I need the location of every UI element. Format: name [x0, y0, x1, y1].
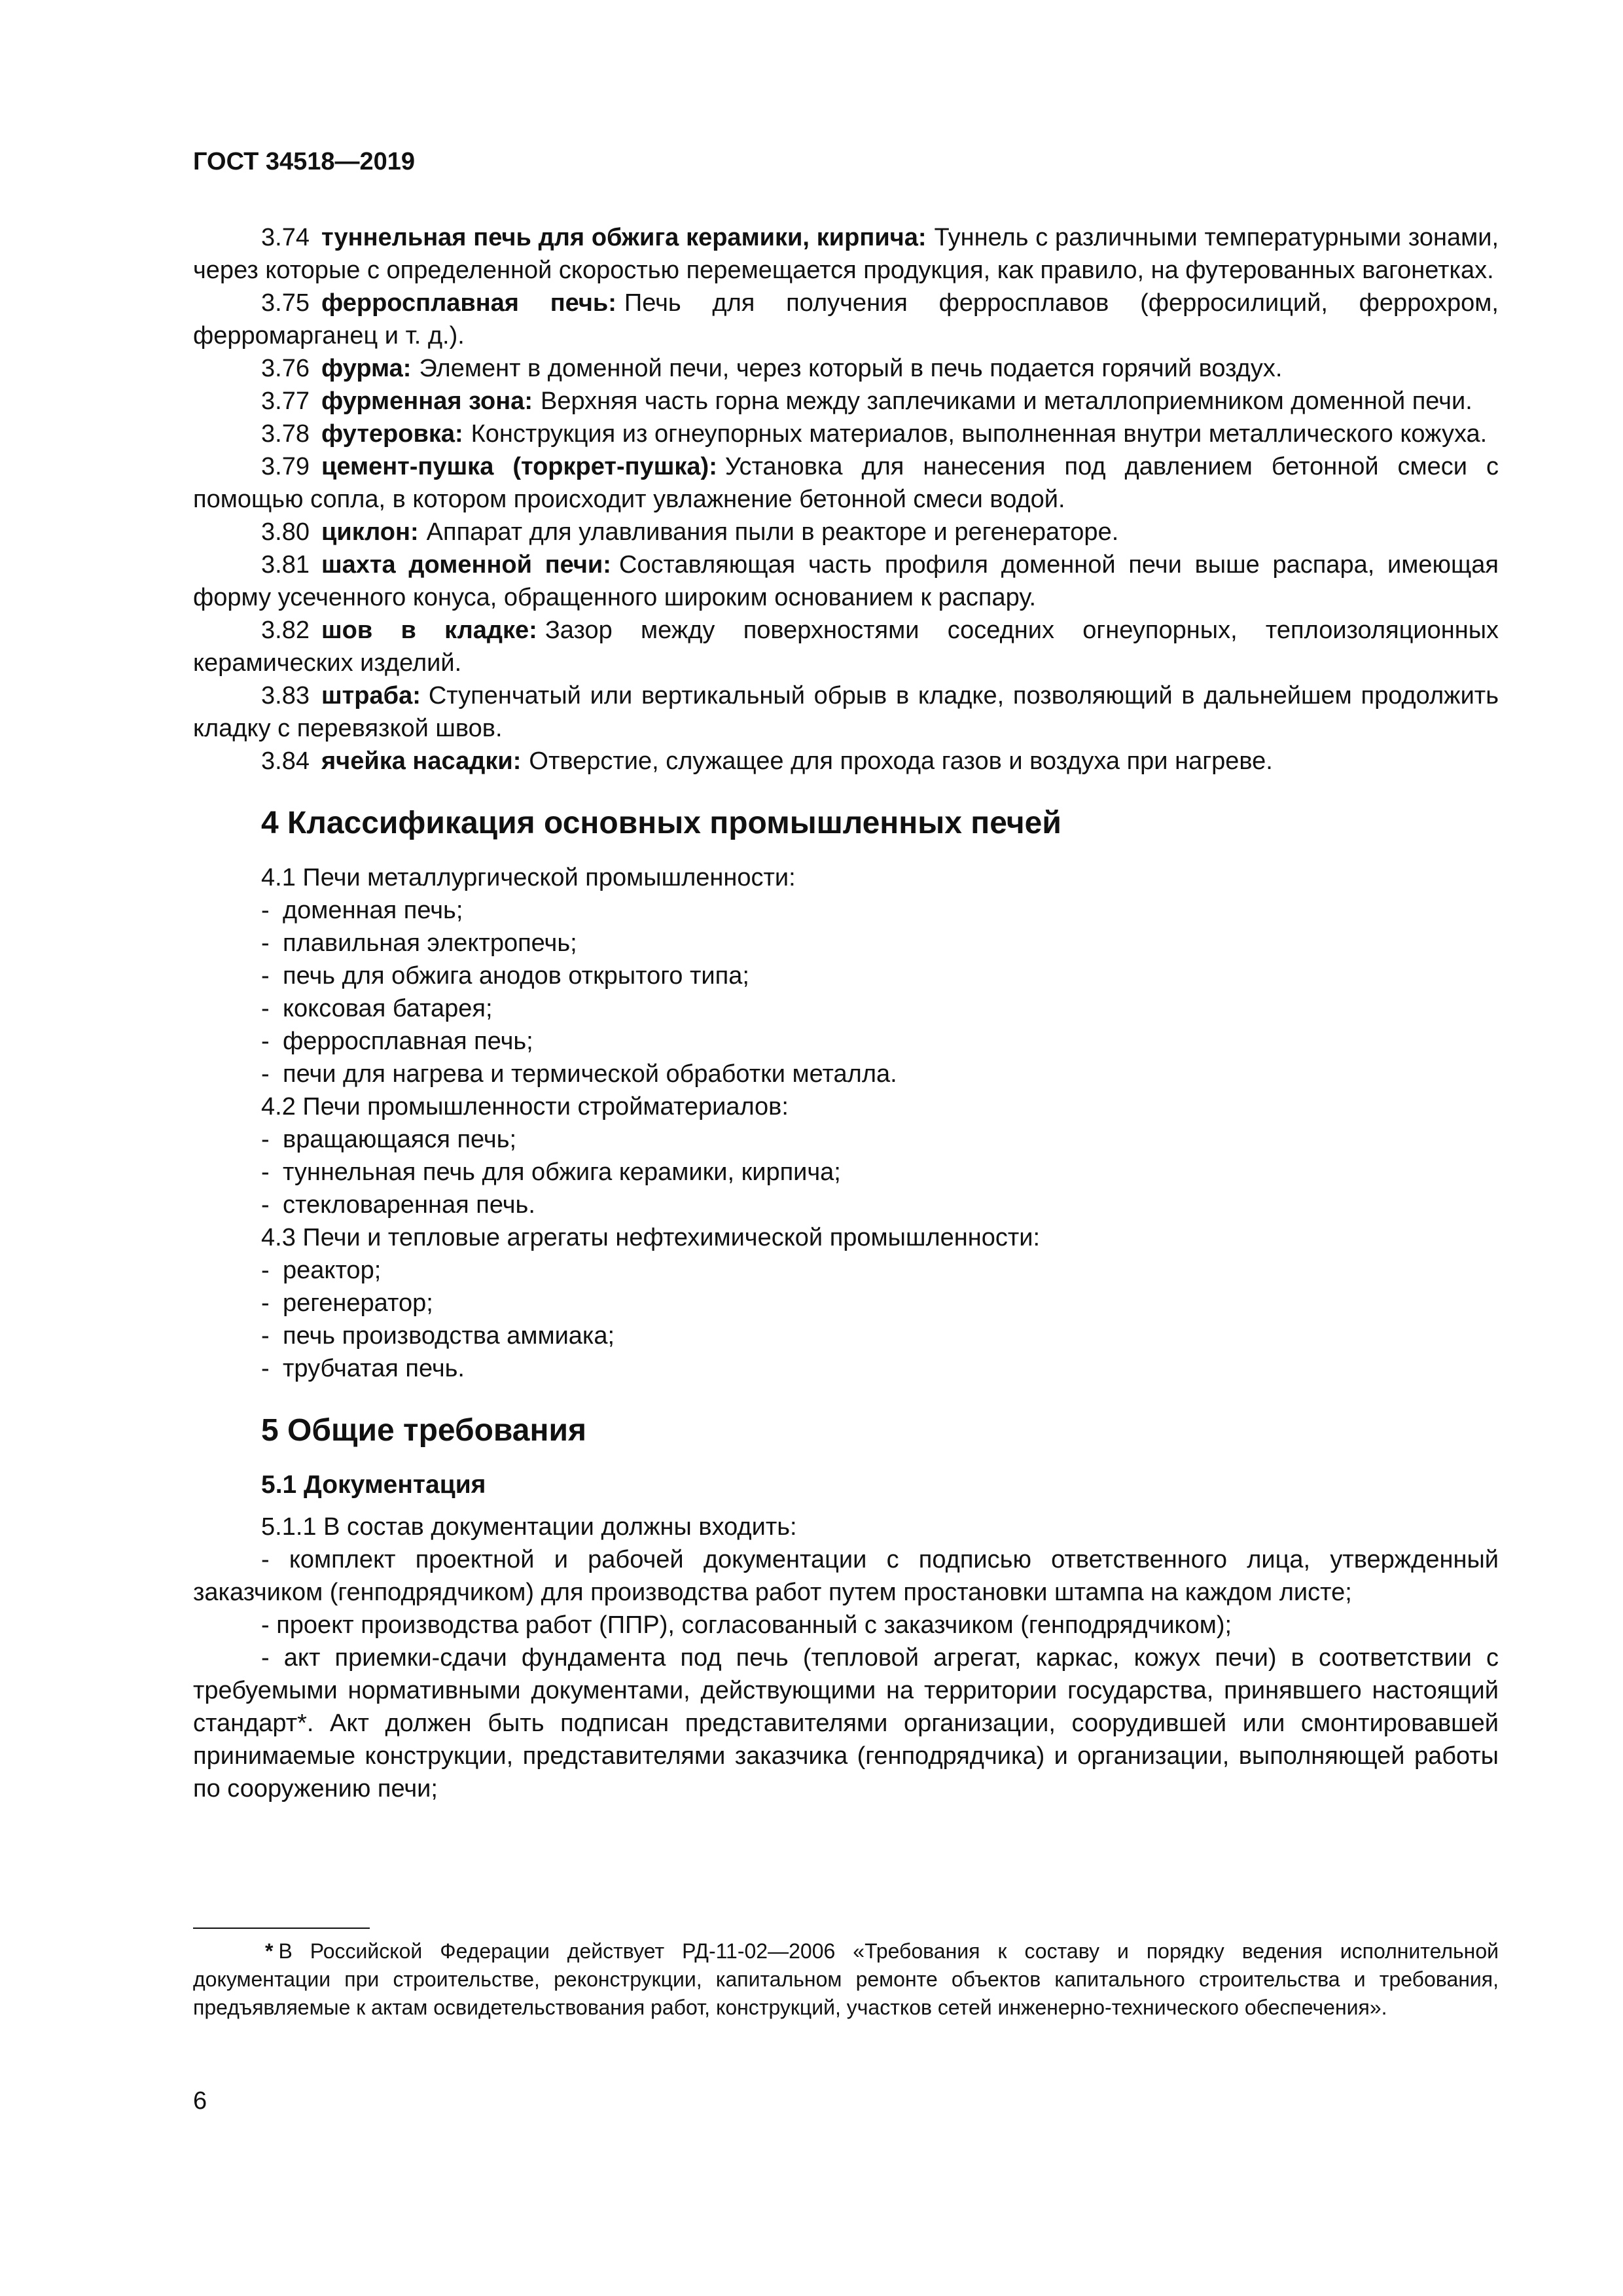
classification-item: [261, 1025, 1499, 1058]
term-name: цемент-пушка (торкрет-пушка):: [321, 453, 717, 480]
term-definition: Туннель с различными температурными зонами, через которые с определенной скоростью перемещается продукция, как правило, на футерованных вагонетках.: [193, 224, 1499, 284]
list-dash: -: [261, 1060, 270, 1088]
term-number: 3.81: [261, 551, 310, 579]
term-definition: Установка для нанесения под давлением бетонной смеси с помощью сопла, в котором происходит увлажнение бетонной смеси водой.: [193, 453, 1499, 513]
classification-item: [261, 1123, 1499, 1156]
term-name: фурменная зона:: [321, 387, 533, 415]
term-definition: Аппарат для улавливания пыли в реакторе и регенераторе.: [426, 518, 1119, 546]
list-dash: -: [261, 897, 270, 924]
term-number: 3.80: [261, 518, 310, 546]
term-name: ферросплавная печь:: [321, 289, 616, 317]
footnote-marker: *: [265, 1939, 274, 1963]
term-name: ячейка насадки:: [321, 747, 522, 775]
classification-item-text: печь для обжига анодов открытого типа;: [283, 962, 749, 990]
term-definition: Составляющая часть профиля доменной печи выше распара, имеющая форму усеченного конуса, обращенного широким основанием к распару.: [193, 551, 1499, 611]
list-dash: -: [261, 1289, 270, 1317]
term-definition: Печь для получения ферросплавов (ферросилиций, феррохром, ферромарганец и т. д.).: [193, 289, 1499, 350]
classification-item-text: ферросплавная печь;: [283, 1028, 533, 1055]
term-entry: [193, 745, 1499, 778]
page-number: 6: [193, 2087, 207, 2115]
term-number: 3.76: [261, 355, 310, 382]
term-name: циклон:: [321, 518, 419, 546]
term-definition: Зазор между поверхностями соседних огнеупорных, теплоизоляционных керамических изделий.: [193, 617, 1499, 677]
term-entry: [193, 352, 1499, 385]
classification-item: [261, 992, 1499, 1025]
documentation-item: - комплект проектной и рабочей документации с подписью ответственного лица, утвержденный заказчиком (генподрядчиком) для производства работ путем простановки штампа на каждом листе;: [193, 1546, 1499, 1606]
term-number: 3.74: [261, 224, 310, 251]
classification-item: [261, 1156, 1499, 1189]
subsection-5-1-title: 5.1 Документация: [261, 1471, 486, 1499]
classification-group-heading: 4.2 Печи промышленности стройматериалов:: [261, 1093, 789, 1121]
documentation-item: - акт приемки-сдачи фундамента под печь (тепловой агрегат, каркас, кожух печи) в соответствии с требуемыми нормативными документами, действующими на территории государства, принявшего настоящий стандарт*. Акт должен быть подписан представителями организации, соорудившей или смонтировавшей принимаемые конструкции, представителями заказчика (генподрядчика) и организации, выполняющей работы по сооружению печи;: [193, 1644, 1499, 1803]
list-dash: -: [261, 1191, 270, 1219]
term-name: штраба:: [321, 682, 421, 709]
term-name: туннельная печь для обжига керамики, кирпича:: [321, 224, 927, 251]
list-dash: -: [261, 1126, 270, 1153]
footnote-separator: [193, 1928, 370, 1929]
term-entry: [193, 614, 1499, 679]
term-entry: [193, 221, 1499, 287]
list-dash: -: [261, 1257, 270, 1284]
term-definition: Конструкция из огнеупорных материалов, выполненная внутри металлического кожуха.: [471, 420, 1488, 448]
term-entry: [193, 287, 1499, 352]
documentation-item: - проект производства работ (ППР), согласованный с заказчиком (генподрядчиком);: [261, 1611, 1232, 1639]
documentation-intro: 5.1.1 В состав документации должны входить:: [261, 1513, 797, 1541]
term-number: 3.82: [261, 617, 310, 644]
term-name: шов в кладке:: [321, 617, 537, 644]
term-number: 3.84: [261, 747, 310, 775]
term-entry: [193, 450, 1499, 516]
term-name: фурма:: [321, 355, 412, 382]
footnote-text: В Российской Федерации действует РД-11-02—2006 «Требования к составу и порядку ведения исполнительной документации при строительстве, реконструкции, капитальном ремонте объектов капитального строительства и требования, предъявляемые к актам освидетельствования работ, конструкций, участков сетей инженерно-технического обеспечения».: [193, 1939, 1499, 2019]
classification-item-text: туннельная печь для обжига керамики, кирпича;: [283, 1158, 841, 1186]
classification-item: [261, 894, 1499, 927]
classification-item: [261, 1189, 1499, 1221]
classification-item: [261, 927, 1499, 960]
list-dash: -: [261, 1028, 270, 1055]
term-number: 3.77: [261, 387, 310, 415]
documentation-list: [193, 1543, 1499, 1805]
classification-item: [261, 1319, 1499, 1352]
classification-list: [193, 861, 1499, 1385]
list-dash: -: [261, 1322, 270, 1350]
list-dash: -: [261, 962, 270, 990]
list-dash: -: [261, 1355, 270, 1382]
classification-item-text: вращающаяся печь;: [283, 1126, 517, 1153]
classification-item-text: регенератор;: [283, 1289, 433, 1317]
list-dash: -: [261, 929, 270, 957]
term-entry: [193, 418, 1499, 450]
document-header: ГОСТ 34518—2019: [193, 148, 416, 175]
term-definition: Элемент в доменной печи, через который в печь подается горячий воздух.: [419, 355, 1283, 382]
term-definition: Верхняя часть горна между заплечиками и металлоприемником доменной печи.: [540, 387, 1472, 415]
classification-item: [261, 1352, 1499, 1385]
classification-item-text: коксовая батарея;: [283, 995, 493, 1022]
main-content: [193, 221, 1499, 1805]
list-dash: -: [261, 1158, 270, 1186]
classification-group-heading: 4.3 Печи и тепловые агрегаты нефтехимической промышленности:: [261, 1224, 1041, 1251]
term-entry: [193, 679, 1499, 745]
term-number: 3.83: [261, 682, 310, 709]
term-entry: [193, 516, 1499, 548]
terms-list: [193, 221, 1499, 778]
term-number: 3.78: [261, 420, 310, 448]
classification-item-text: печь производства аммиака;: [283, 1322, 615, 1350]
term-number: 3.79: [261, 453, 310, 480]
term-definition: Отверстие, служащее для прохода газов и воздуха при нагреве.: [529, 747, 1273, 775]
section-5-title: 5 Общие требования: [261, 1413, 586, 1448]
term-definition: Ступенчатый или вертикальный обрыв в кладке, позволяющий в дальнейшем продолжить кладку с перевязкой швов.: [193, 682, 1499, 742]
section-4-title: 4 Классификация основных промышленных печей: [261, 806, 1061, 840]
classification-item-text: трубчатая печь.: [283, 1355, 465, 1382]
term-entry: [193, 548, 1499, 614]
classification-item-text: доменная печь;: [283, 897, 463, 924]
classification-item: [261, 1254, 1499, 1287]
footnote: [193, 1937, 1499, 2022]
term-entry: [193, 385, 1499, 418]
term-number: 3.75: [261, 289, 310, 317]
classification-item: [261, 1058, 1499, 1090]
classification-item: [261, 960, 1499, 992]
classification-item: [261, 1287, 1499, 1319]
term-name: шахта доменной печи:: [321, 551, 611, 579]
classification-item-text: стекловаренная печь.: [283, 1191, 535, 1219]
classification-item-text: плавильная электропечь;: [283, 929, 577, 957]
term-name: футеровка:: [321, 420, 463, 448]
classification-item-text: печи для нагрева и термической обработки металла.: [283, 1060, 897, 1088]
classification-item-text: реактор;: [283, 1257, 382, 1284]
classification-group-heading: 4.1 Печи металлургической промышленности:: [261, 864, 796, 891]
list-dash: -: [261, 995, 270, 1022]
